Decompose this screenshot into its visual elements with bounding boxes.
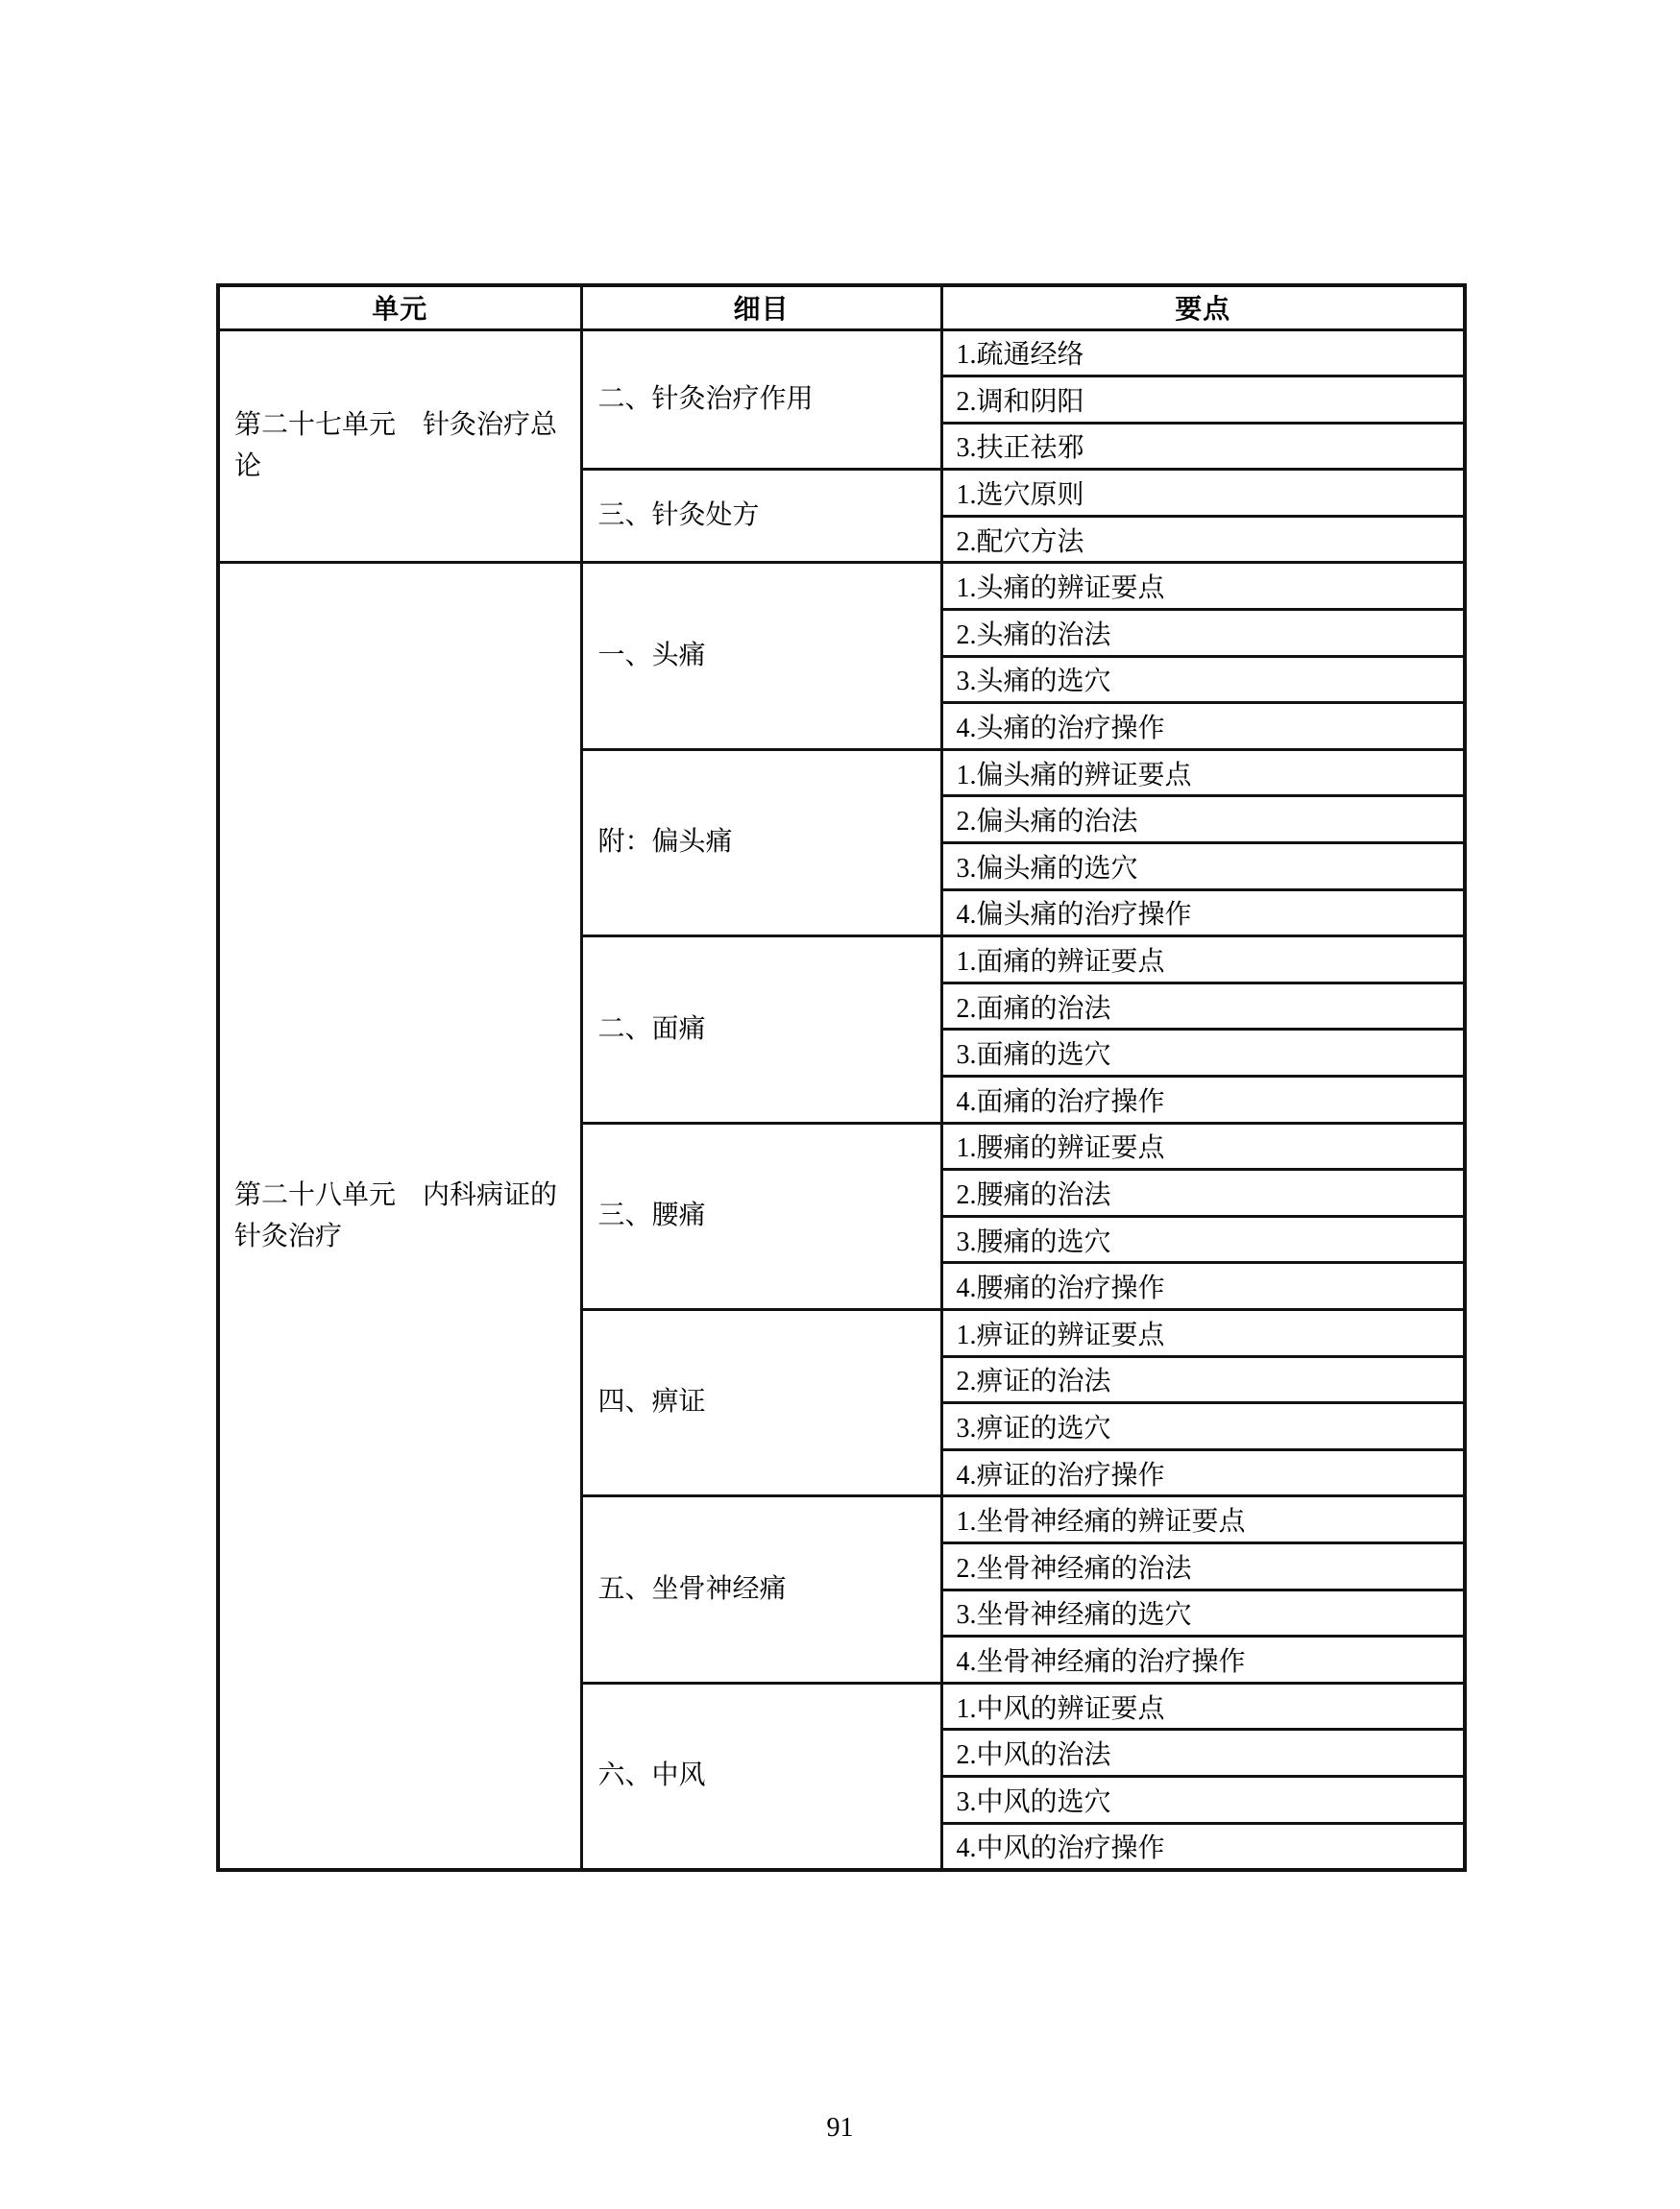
unit-cell: 第二十七单元 针灸治疗总论 bbox=[218, 329, 581, 563]
table-header-row bbox=[218, 285, 1465, 329]
point-cell: 1.坐骨神经痛的辨证要点 bbox=[941, 1496, 1465, 1543]
point-cell: 4.中风的治疗操作 bbox=[941, 1823, 1465, 1870]
point-cell: 1.腰痛的辨证要点 bbox=[941, 1123, 1465, 1170]
point-cell: 1.选穴原则 bbox=[941, 470, 1465, 517]
item-cell: 三、腰痛 bbox=[581, 1123, 941, 1309]
item-cell: 五、坐骨神经痛 bbox=[581, 1496, 941, 1683]
item-cell: 附：偏头痛 bbox=[581, 749, 941, 935]
point-cell: 1.偏头痛的辨证要点 bbox=[941, 749, 1465, 796]
point-cell: 4.腰痛的治疗操作 bbox=[941, 1263, 1465, 1310]
point-cell: 3.扶正祛邪 bbox=[941, 423, 1465, 470]
column-header-item: 细目 bbox=[581, 285, 941, 329]
point-cell: 2.配穴方法 bbox=[941, 516, 1465, 563]
point-cell: 2.调和阴阳 bbox=[941, 376, 1465, 424]
point-cell: 2.腰痛的治法 bbox=[941, 1170, 1465, 1217]
point-cell: 3.头痛的选穴 bbox=[941, 656, 1465, 703]
unit-cell: 第二十八单元 内科病证的针灸治疗 bbox=[218, 563, 581, 1870]
point-cell: 1.痹证的辨证要点 bbox=[941, 1309, 1465, 1356]
point-cell: 3.面痛的选穴 bbox=[941, 1030, 1465, 1077]
table-row bbox=[218, 329, 1465, 376]
item-cell: 二、针灸治疗作用 bbox=[581, 329, 941, 470]
point-cell: 2.偏头痛的治法 bbox=[941, 796, 1465, 843]
point-cell: 2.痹证的治法 bbox=[941, 1356, 1465, 1403]
point-cell: 4.痹证的治疗操作 bbox=[941, 1449, 1465, 1496]
point-cell: 1.面痛的辨证要点 bbox=[941, 936, 1465, 983]
point-cell: 3.中风的选穴 bbox=[941, 1776, 1465, 1823]
item-cell: 一、头痛 bbox=[581, 563, 941, 749]
point-cell: 3.偏头痛的选穴 bbox=[941, 843, 1465, 890]
point-cell: 4.头痛的治疗操作 bbox=[941, 703, 1465, 750]
point-cell: 3.痹证的选穴 bbox=[941, 1403, 1465, 1450]
point-cell: 3.腰痛的选穴 bbox=[941, 1216, 1465, 1263]
item-cell: 四、痹证 bbox=[581, 1309, 941, 1495]
point-cell: 1.头痛的辨证要点 bbox=[941, 563, 1465, 610]
syllabus-table bbox=[216, 283, 1467, 1872]
item-cell: 六、中风 bbox=[581, 1683, 941, 1869]
table-row bbox=[218, 563, 1465, 610]
item-cell: 二、面痛 bbox=[581, 936, 941, 1123]
point-cell: 1.疏通经络 bbox=[941, 329, 1465, 376]
point-cell: 4.面痛的治疗操作 bbox=[941, 1077, 1465, 1124]
point-cell: 3.坐骨神经痛的选穴 bbox=[941, 1590, 1465, 1637]
column-header-points: 要点 bbox=[941, 285, 1465, 329]
page-number: 91 bbox=[826, 2113, 854, 2143]
syllabus-table-body bbox=[218, 329, 1465, 1870]
point-cell: 2.坐骨神经痛的治法 bbox=[941, 1542, 1465, 1590]
point-cell: 2.头痛的治法 bbox=[941, 610, 1465, 657]
point-cell: 4.坐骨神经痛的治疗操作 bbox=[941, 1637, 1465, 1684]
item-cell: 三、针灸处方 bbox=[581, 470, 941, 563]
column-header-unit: 单元 bbox=[218, 285, 581, 329]
point-cell: 1.中风的辨证要点 bbox=[941, 1683, 1465, 1730]
point-cell: 2.中风的治法 bbox=[941, 1730, 1465, 1777]
point-cell: 4.偏头痛的治疗操作 bbox=[941, 889, 1465, 936]
point-cell: 2.面痛的治法 bbox=[941, 983, 1465, 1030]
